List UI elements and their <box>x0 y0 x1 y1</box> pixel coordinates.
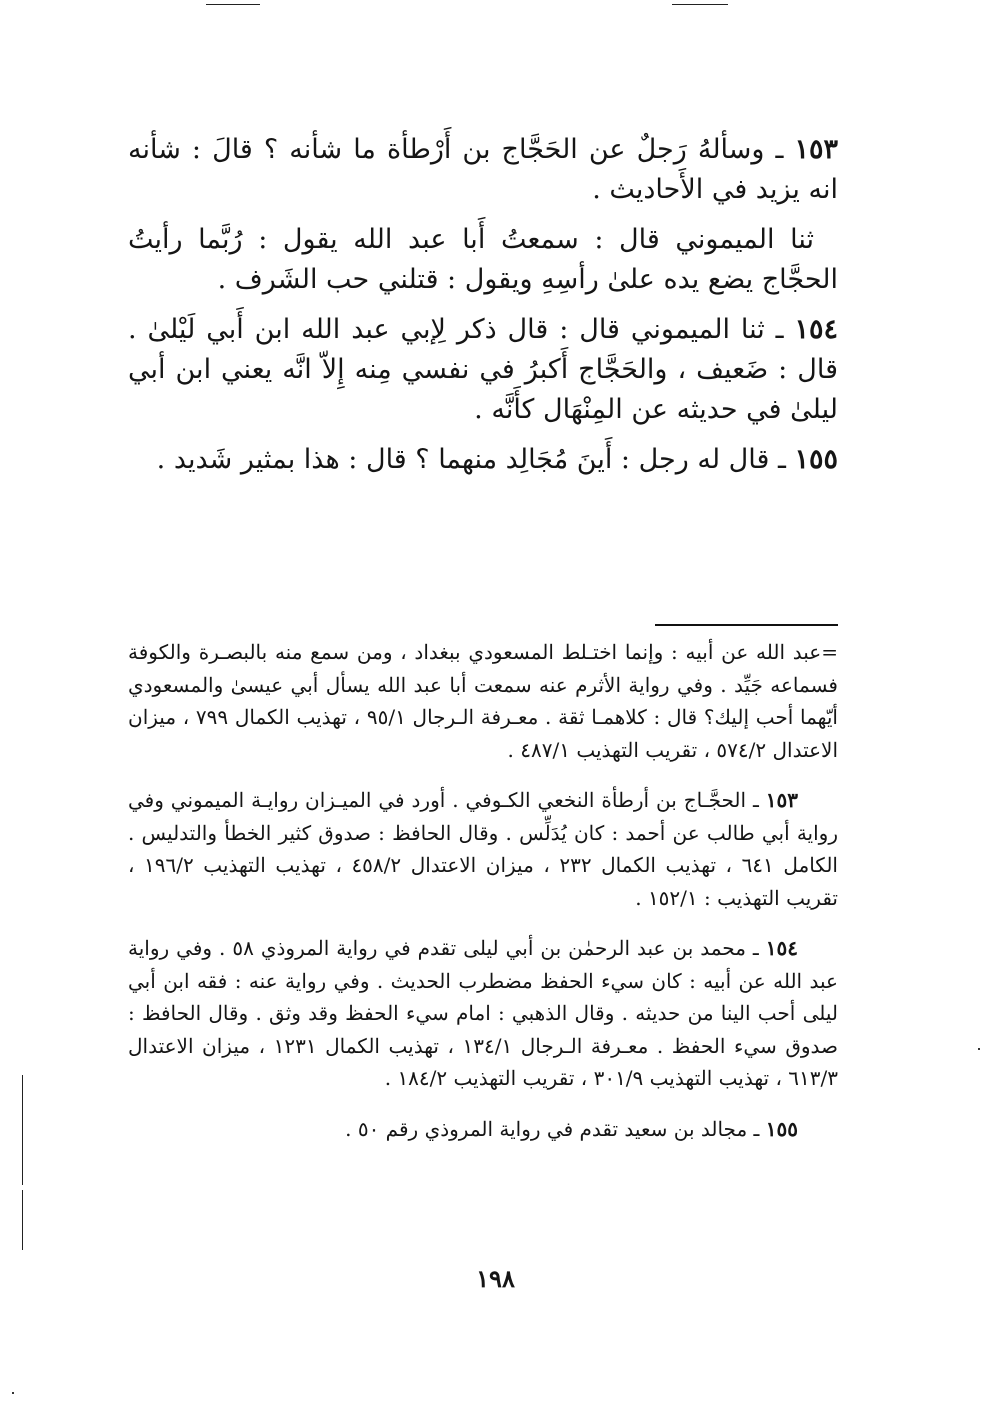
main-text <box>128 130 838 480</box>
scan-speck <box>978 1048 980 1050</box>
footnote-continued <box>128 636 838 766</box>
footnote-number: ١٥٣ <box>765 788 798 812</box>
scan-speck <box>12 1392 14 1394</box>
footnote-number: ١٥٥ <box>765 1116 798 1141</box>
footnote-text: ـ محمد بن عبد الرحمٰن بن أبي ليلى تقدم في رواية المروذي ٥٨ . وفي رواية عبد الله عن أبيه : كان سيء الحفظ مضطرب الحديث . وفي رواية عنه : فقه ابن أبي ليلى أحب الينا من حديثه . وقال الذهبي : امام سيء الحفظ وقد وثق . وقال الحافظ : صدوق سيء الحفظ . معـرفة الـرجال ١٣٤/١ ، تهذيب الكمال ١٢٣١ ، ميزان الاعتدال ٦١٣/٣ ، تهذيب التهذيب ٣٠١/٩ ، تقريب التهذيب ١٨٤/٢ . <box>128 936 838 1090</box>
footnote-text: ـ الحجَّـاج بن أرطأة النخعي الكـوفي . أورد في الميـزان روايـة الميموني وفي رواية أبي طالب عن أحمد : كان يُدَلِّس . وقال الحافظ : صدوق كثير الخطأ والتدليس . الكامل ٦٤١ ، تهذيب الكمال ٢٣٢ ، ميزان الاعتدال ٤٥٨/٢ ، تهذيب التهذيب ١٩٦/٢ ، تقريب التهذيب : ١٥٢/١ . <box>128 788 838 910</box>
entry-text: ـ وسألهُ رَجلٌ عن الحَجَّاج بن أَرْطأة ما شأنه ؟ قالَ : شأنه انه يزيد في الأَحاديث . <box>128 134 838 205</box>
footnote-155 <box>128 1113 838 1146</box>
footnote-153 <box>128 784 838 914</box>
page-number: ١٩٨ <box>476 1264 515 1293</box>
entry-text: ـ ثنا الميموني قال : قال ذكر لِإبي عبد الله ابن أَبي لَيْلىٰ . قال : ضَعيف ، والحَجَّاج أَكبرُ في نفسي مِنه إِلاّ انَّه يعني ابن أبي ليلىٰ في حديثه عن المِنْهَال كأَنَّه . <box>128 314 838 425</box>
footnote-text: =عبد الله عن أبيه : وإنما اختـلط المسعودي ببغداد ، ومن سمع منه بالبصـرة والكوفة فسماعه جَيِّد . وفي رواية الأثرم عنه سمعت أبا عبد الله يسأل أبي عيسىٰ والمسعودي أيّهما أحب إليك؟ قال : كلاهمـا ثقة . معـرفة الـرجال ٩٥/١ ، تهذيب الكمال ٧٩٩ ، ميزان الاعتدال ٥٧٤/٢ ، تقريب التهذيب ٤٨٧/١ . <box>128 640 838 762</box>
footnote-154 <box>128 932 838 1095</box>
footnote-text: ـ مجالد بن سعيد تقدم في رواية المروذي رقم ٥٠ . <box>345 1116 766 1141</box>
entry-text: ـ قال له رجل : أَينَ مُجَالِد منهما ؟ قال : هذا بمثير شَديد . <box>156 444 795 475</box>
entry-153 <box>128 130 838 210</box>
entry-text: ثنا الميموني قال : سمعتُ أَبا عبد الله يقول : رُبَّما رأيتُ الحجَّاج يضع يده علىٰ رأسِهِ ويقول : قتلني حب الشَرف . <box>128 224 838 295</box>
footnotes <box>128 636 838 1145</box>
scan-edge-line-left <box>22 1075 23 1185</box>
entry-153-continuation <box>128 220 838 300</box>
entry-number: ١٥٣ <box>794 134 838 165</box>
scan-edge-line-top-right <box>672 4 728 5</box>
footnote-divider <box>655 624 838 626</box>
entry-number: ١٥٤ <box>794 314 838 345</box>
entry-155 <box>128 440 838 480</box>
scan-edge-line-top <box>206 4 260 5</box>
entry-154 <box>128 310 838 430</box>
scan-edge-line-left-2 <box>22 1190 23 1250</box>
footnote-number: ١٥٤ <box>765 936 798 960</box>
entry-number: ١٥٥ <box>794 444 838 475</box>
